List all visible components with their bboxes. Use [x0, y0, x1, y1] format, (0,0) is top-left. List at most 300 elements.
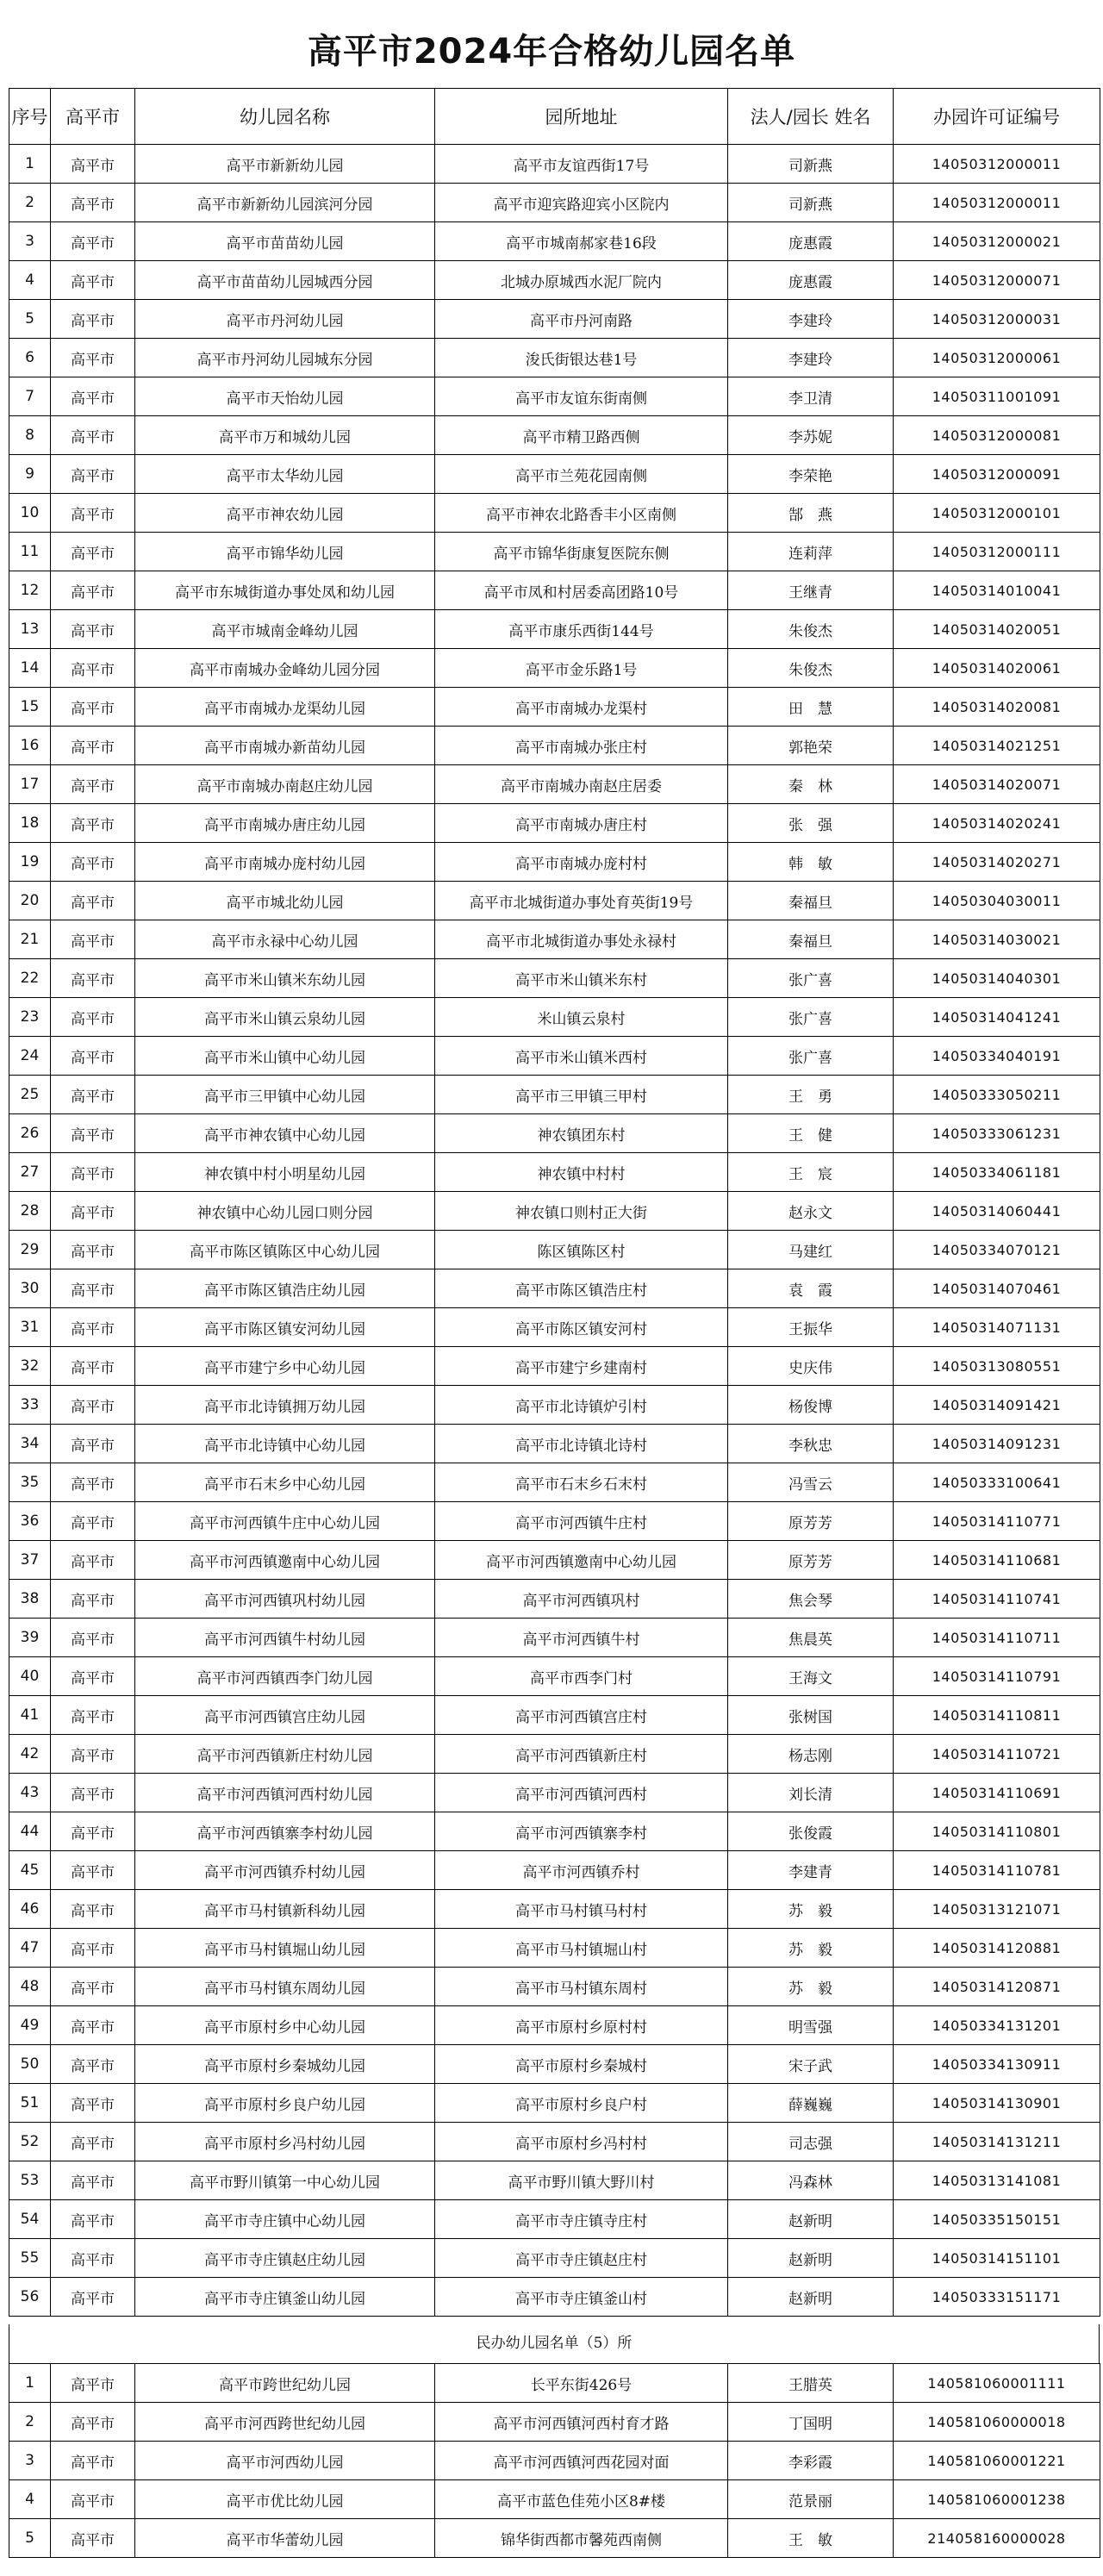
- kindergarten-address: 高平市康乐西街144号: [435, 610, 728, 649]
- table-row: [9, 610, 1100, 649]
- kindergarten-name: 高平市神农镇中心幼儿园: [135, 1114, 435, 1153]
- row-city: 高平市: [51, 610, 135, 649]
- row-city: 高平市: [51, 1386, 135, 1425]
- director-name: 田 慧: [728, 688, 894, 727]
- director-name: 王 健: [728, 1114, 894, 1153]
- license-number: 14050314110741: [894, 1580, 1100, 1619]
- row-city: 高平市: [51, 998, 135, 1037]
- kindergarten-address: 高平市河西镇宫庄村: [435, 1696, 728, 1735]
- license-number: 14050313121071: [894, 1890, 1100, 1929]
- row-number: 37: [9, 1541, 51, 1580]
- kindergarten-name: 高平市陈区镇安河幼儿园: [135, 1308, 435, 1347]
- table-row: [9, 804, 1100, 843]
- director-name: 张 强: [728, 804, 894, 843]
- license-number: 14050314131211: [894, 2123, 1100, 2161]
- row-city: 高平市: [51, 2364, 135, 2403]
- table-row: [9, 300, 1100, 339]
- page-title: 高平市2024年合格幼儿园名单: [307, 32, 796, 72]
- row-number: 42: [9, 1735, 51, 1774]
- table-row: [9, 1696, 1100, 1735]
- row-number: 30: [9, 1269, 51, 1308]
- kindergarten-name: 高平市马村镇堀山幼儿园: [135, 1929, 435, 1968]
- kindergarten-name: 高平市原村乡冯村幼儿园: [135, 2123, 435, 2161]
- row-number: 49: [9, 2006, 51, 2045]
- kindergarten-address: 高平市建宁乡建南村: [435, 1347, 728, 1386]
- row-city: 高平市: [51, 2480, 135, 2519]
- license-number: 140581060001111: [894, 2364, 1100, 2403]
- director-name: 刘长清: [728, 1774, 894, 1812]
- kindergarten-address: 高平市城南郝家巷16段: [435, 222, 728, 261]
- row-city: 高平市: [51, 804, 135, 843]
- row-number: 41: [9, 1696, 51, 1735]
- kindergarten-address: 高平市南城办南赵庄居委: [435, 765, 728, 804]
- table-row: [9, 1037, 1100, 1076]
- license-number: 14050312000011: [894, 184, 1100, 222]
- table-row: [9, 2084, 1100, 2123]
- kindergarten-name: 高平市城北幼儿园: [135, 882, 435, 920]
- header-city: 高平市: [51, 89, 135, 145]
- row-number: 36: [9, 1502, 51, 1541]
- kindergarten-address: 高平市迎宾路迎宾小区院内: [435, 184, 728, 222]
- header-address: 园所地址: [435, 89, 728, 145]
- table-row: [9, 1774, 1100, 1812]
- license-number: 14050314091231: [894, 1425, 1100, 1463]
- director-name: 李秋忠: [728, 1425, 894, 1463]
- row-city: 高平市: [51, 1269, 135, 1308]
- row-number: 16: [9, 727, 51, 765]
- director-name: 郜 燕: [728, 494, 894, 533]
- row-number: 50: [9, 2045, 51, 2084]
- table-row: [9, 1463, 1100, 1502]
- row-city: 高平市: [51, 1890, 135, 1929]
- kindergarten-address: 陈区镇陈区村: [435, 1231, 728, 1269]
- kindergarten-address: 高平市北城街道办事处育英街19号: [435, 882, 728, 920]
- table-row: [9, 1347, 1100, 1386]
- row-city: 高平市: [51, 1192, 135, 1231]
- table-row: [9, 649, 1100, 688]
- director-name: 郭艳荣: [728, 727, 894, 765]
- row-number: 44: [9, 1812, 51, 1851]
- table-row: [9, 1890, 1100, 1929]
- license-number: 14050314020241: [894, 804, 1100, 843]
- director-name: 王海文: [728, 1657, 894, 1696]
- row-city: 高平市: [51, 920, 135, 959]
- row-city: 高平市: [51, 1425, 135, 1463]
- kindergarten-address: 高平市河西镇乔村: [435, 1851, 728, 1890]
- license-number: 14050314020061: [894, 649, 1100, 688]
- director-name: 苏 毅: [728, 1890, 894, 1929]
- public-kindergarten-table: [9, 88, 1100, 2317]
- kindergarten-name: 高平市河西镇牛村幼儿园: [135, 1619, 435, 1657]
- director-name: 李苏妮: [728, 416, 894, 455]
- kindergarten-name: 高平市野川镇第一中心幼儿园: [135, 2161, 435, 2200]
- license-number: 14050311001091: [894, 377, 1100, 416]
- kindergarten-name: 高平市北诗镇拥万幼儿园: [135, 1386, 435, 1425]
- row-city: 高平市: [51, 649, 135, 688]
- license-number: 14050333100641: [894, 1463, 1100, 1502]
- table-row: [9, 1812, 1100, 1851]
- kindergarten-address: 高平市金乐路1号: [435, 649, 728, 688]
- license-number: 14050335150151: [894, 2200, 1100, 2239]
- director-name: 丁国明: [728, 2403, 894, 2442]
- director-name: 杨志刚: [728, 1735, 894, 1774]
- row-number: 7: [9, 377, 51, 416]
- director-name: 赵新明: [728, 2278, 894, 2317]
- license-number: 14050314070461: [894, 1269, 1100, 1308]
- director-name: 王 敏: [728, 2519, 894, 2558]
- row-city: 高平市: [51, 533, 135, 571]
- director-name: 李建玲: [728, 339, 894, 377]
- license-number: 14050314091421: [894, 1386, 1100, 1425]
- table-row: [9, 494, 1100, 533]
- row-city: 高平市: [51, 727, 135, 765]
- table-row: [9, 1657, 1100, 1696]
- table-header-row: [9, 89, 1100, 145]
- kindergarten-name: 高平市丹河幼儿园城东分园: [135, 339, 435, 377]
- license-number: 14050312000111: [894, 533, 1100, 571]
- table-row: [9, 998, 1100, 1037]
- table-row: [9, 2480, 1100, 2519]
- row-number: 11: [9, 533, 51, 571]
- table-row: [9, 416, 1100, 455]
- row-number: 2: [9, 2403, 51, 2442]
- kindergarten-address: 高平市米山镇米西村: [435, 1037, 728, 1076]
- kindergarten-name: 高平市锦华幼儿园: [135, 533, 435, 571]
- row-city: 高平市: [51, 1696, 135, 1735]
- row-city: 高平市: [51, 1657, 135, 1696]
- row-city: 高平市: [51, 1619, 135, 1657]
- row-number: 56: [9, 2278, 51, 2317]
- director-name: 范景丽: [728, 2480, 894, 2519]
- license-number: 14050314110691: [894, 1774, 1100, 1812]
- row-city: 高平市: [51, 416, 135, 455]
- kindergarten-name: 神农镇中村小明星幼儿园: [135, 1153, 435, 1192]
- license-number: 14050314120881: [894, 1929, 1100, 1968]
- table-row: [9, 1192, 1100, 1231]
- kindergarten-name: 高平市华蕾幼儿园: [135, 2519, 435, 2558]
- table-row: [9, 2161, 1100, 2200]
- kindergarten-address: 米山镇云泉村: [435, 998, 728, 1037]
- director-name: 韩 敏: [728, 843, 894, 882]
- table-row: [9, 1425, 1100, 1463]
- row-number: 39: [9, 1619, 51, 1657]
- row-city: 高平市: [51, 184, 135, 222]
- director-name: 王振华: [728, 1308, 894, 1347]
- license-number: 14050314110721: [894, 1735, 1100, 1774]
- kindergarten-name: 高平市河西幼儿园: [135, 2442, 435, 2480]
- license-number: 14050314110811: [894, 1696, 1100, 1735]
- row-number: 15: [9, 688, 51, 727]
- director-name: 杨俊博: [728, 1386, 894, 1425]
- row-city: 高平市: [51, 843, 135, 882]
- row-number: 38: [9, 1580, 51, 1619]
- row-city: 高平市: [51, 1580, 135, 1619]
- kindergarten-address: 高平市寺庄镇寺庄村: [435, 2200, 728, 2239]
- row-number: 14: [9, 649, 51, 688]
- header-director: 法人/园长 姓名: [728, 89, 894, 145]
- row-number: 53: [9, 2161, 51, 2200]
- license-number: 14050334061181: [894, 1153, 1100, 1192]
- license-number: 140581060001238: [894, 2480, 1100, 2519]
- kindergarten-address: 高平市河西镇河西村育才路: [435, 2403, 728, 2442]
- kindergarten-name: 高平市原村乡良户幼儿园: [135, 2084, 435, 2123]
- row-city: 高平市: [51, 2161, 135, 2200]
- license-number: 140581060000018: [894, 2403, 1100, 2442]
- row-number: 4: [9, 2480, 51, 2519]
- kindergarten-name: 高平市马村镇东周幼儿园: [135, 1968, 435, 2006]
- row-number: 34: [9, 1425, 51, 1463]
- kindergarten-name: 高平市马村镇新科幼儿园: [135, 1890, 435, 1929]
- director-name: 苏 毅: [728, 1929, 894, 1968]
- row-number: 26: [9, 1114, 51, 1153]
- row-city: 高平市: [51, 2045, 135, 2084]
- row-city: 高平市: [51, 2123, 135, 2161]
- table-row: [9, 184, 1100, 222]
- table-row: [9, 1153, 1100, 1192]
- row-city: 高平市: [51, 959, 135, 998]
- kindergarten-name: 高平市米山镇中心幼儿园: [135, 1037, 435, 1076]
- license-number: 14050333050211: [894, 1076, 1100, 1114]
- row-city: 高平市: [51, 1076, 135, 1114]
- kindergarten-address: 高平市友谊东街南侧: [435, 377, 728, 416]
- kindergarten-address: 高平市河西镇河西花园对面: [435, 2442, 728, 2480]
- table-row: [9, 377, 1100, 416]
- director-name: 张树国: [728, 1696, 894, 1735]
- license-number: 14050314040301: [894, 959, 1100, 998]
- table-row: [9, 688, 1100, 727]
- director-name: 张广喜: [728, 1037, 894, 1076]
- kindergarten-address: 高平市南城办唐庄村: [435, 804, 728, 843]
- kindergarten-name: 高平市苗苗幼儿园城西分园: [135, 261, 435, 300]
- license-number: 14050314021251: [894, 727, 1100, 765]
- row-city: 高平市: [51, 2239, 135, 2278]
- director-name: 王腊英: [728, 2364, 894, 2403]
- kindergarten-address: 高平市寺庄镇釜山村: [435, 2278, 728, 2317]
- row-number: 20: [9, 882, 51, 920]
- kindergarten-name: 高平市米山镇米东幼儿园: [135, 959, 435, 998]
- kindergarten-address: 高平市野川镇大野川村: [435, 2161, 728, 2200]
- row-number: 19: [9, 843, 51, 882]
- table-row: [9, 1076, 1100, 1114]
- table-row: [9, 2278, 1100, 2317]
- private-table-body: [9, 2364, 1100, 2558]
- kindergarten-address: 高平市兰苑花园南侧: [435, 455, 728, 494]
- kindergarten-address: 神农镇口则村正大街: [435, 1192, 728, 1231]
- row-city: 高平市: [51, 1812, 135, 1851]
- license-number: 14050314110791: [894, 1657, 1100, 1696]
- director-name: 司新燕: [728, 184, 894, 222]
- row-number: 5: [9, 2519, 51, 2558]
- row-city: 高平市: [51, 1153, 135, 1192]
- table-row: [9, 222, 1100, 261]
- row-number: 32: [9, 1347, 51, 1386]
- kindergarten-address: 高平市原村乡冯村村: [435, 2123, 728, 2161]
- kindergarten-name: 高平市河西镇乔村幼儿园: [135, 1851, 435, 1890]
- license-number: 14050333151171: [894, 2278, 1100, 2317]
- director-name: 张广喜: [728, 998, 894, 1037]
- kindergarten-name: 高平市河西镇牛庄中心幼儿园: [135, 1502, 435, 1541]
- row-number: 54: [9, 2200, 51, 2239]
- license-number: 14050314110711: [894, 1619, 1100, 1657]
- kindergarten-name: 高平市河西镇邀南中心幼儿园: [135, 1541, 435, 1580]
- kindergarten-name: 高平市天怡幼儿园: [135, 377, 435, 416]
- director-name: 司新燕: [728, 145, 894, 184]
- header-no: 序号: [9, 89, 51, 145]
- row-city: 高平市: [51, 2006, 135, 2045]
- row-number: 33: [9, 1386, 51, 1425]
- license-number: 214058160000028: [894, 2519, 1100, 2558]
- kindergarten-name: 高平市河西镇河西村幼儿园: [135, 1774, 435, 1812]
- director-name: 朱俊杰: [728, 649, 894, 688]
- license-number: 14050314020051: [894, 610, 1100, 649]
- license-number: 14050313080551: [894, 1347, 1100, 1386]
- kindergarten-name: 高平市建宁乡中心幼儿园: [135, 1347, 435, 1386]
- row-city: 高平市: [51, 2200, 135, 2239]
- kindergarten-address: 高平市马村镇东周村: [435, 1968, 728, 2006]
- kindergarten-name: 高平市北诗镇中心幼儿园: [135, 1425, 435, 1463]
- table-row: [9, 1968, 1100, 2006]
- row-city: 高平市: [51, 765, 135, 804]
- license-number: 14050314110781: [894, 1851, 1100, 1890]
- license-number: 14050314071131: [894, 1308, 1100, 1347]
- license-number: 14050312000071: [894, 261, 1100, 300]
- kindergarten-address: 高平市友谊西街17号: [435, 145, 728, 184]
- kindergarten-address: 高平市西李门村: [435, 1657, 728, 1696]
- director-name: 朱俊杰: [728, 610, 894, 649]
- row-number: 25: [9, 1076, 51, 1114]
- row-number: 18: [9, 804, 51, 843]
- row-number: 13: [9, 610, 51, 649]
- license-number: 14050314020271: [894, 843, 1100, 882]
- kindergarten-address: 高平市河西镇邀南中心幼儿园: [435, 1541, 728, 1580]
- kindergarten-address: 北城办原城西水泥厂院内: [435, 261, 728, 300]
- row-city: 高平市: [51, 1231, 135, 1269]
- director-name: 原芳芳: [728, 1541, 894, 1580]
- license-number: 14050312000031: [894, 300, 1100, 339]
- row-number: 23: [9, 998, 51, 1037]
- kindergarten-address: 高平市丹河南路: [435, 300, 728, 339]
- table-row: [9, 2442, 1100, 2480]
- kindergarten-name: 高平市新新幼儿园滨河分园: [135, 184, 435, 222]
- license-number: 14050312000081: [894, 416, 1100, 455]
- license-number: 14050312000101: [894, 494, 1100, 533]
- kindergarten-name: 高平市陈区镇浩庄幼儿园: [135, 1269, 435, 1308]
- kindergarten-name: 高平市优比幼儿园: [135, 2480, 435, 2519]
- director-name: 张俊霞: [728, 1812, 894, 1851]
- kindergarten-address: 高平市石末乡石末村: [435, 1463, 728, 1502]
- license-number: 14050334070121: [894, 1231, 1100, 1269]
- private-kindergarten-table: [9, 2363, 1100, 2558]
- row-number: 51: [9, 2084, 51, 2123]
- license-number: 14050314030021: [894, 920, 1100, 959]
- director-name: 史庆伟: [728, 1347, 894, 1386]
- row-number: 45: [9, 1851, 51, 1890]
- row-city: 高平市: [51, 1463, 135, 1502]
- row-city: 高平市: [51, 455, 135, 494]
- kindergarten-name: 高平市河西镇寨李村幼儿园: [135, 1812, 435, 1851]
- director-name: 庞惠霞: [728, 222, 894, 261]
- kindergarten-address: 高平市米山镇米东村: [435, 959, 728, 998]
- license-number: 14050304030011: [894, 882, 1100, 920]
- kindergarten-address: 高平市马村镇堀山村: [435, 1929, 728, 1968]
- license-number: 14050314151101: [894, 2239, 1100, 2278]
- row-city: 高平市: [51, 1774, 135, 1812]
- kindergarten-name: 高平市南城办庞村幼儿园: [135, 843, 435, 882]
- kindergarten-name: 高平市寺庄镇赵庄幼儿园: [135, 2239, 435, 2278]
- row-city: 高平市: [51, 300, 135, 339]
- director-name: 赵新明: [728, 2200, 894, 2239]
- license-number: 14050312000011: [894, 145, 1100, 184]
- kindergarten-address: 高平市河西镇巩村: [435, 1580, 728, 1619]
- row-city: 高平市: [51, 377, 135, 416]
- header-name: 幼儿园名称: [135, 89, 435, 145]
- kindergarten-name: 高平市南城办唐庄幼儿园: [135, 804, 435, 843]
- row-number: 17: [9, 765, 51, 804]
- row-city: 高平市: [51, 2403, 135, 2442]
- license-number: 14050314060441: [894, 1192, 1100, 1231]
- kindergarten-address: 高平市马村镇马村村: [435, 1890, 728, 1929]
- table-row: [9, 1231, 1100, 1269]
- row-city: 高平市: [51, 1851, 135, 1890]
- kindergarten-name: 神农镇中心幼儿园口则分园: [135, 1192, 435, 1231]
- kindergarten-address: 神农镇团东村: [435, 1114, 728, 1153]
- director-name: 秦福旦: [728, 882, 894, 920]
- director-name: 原芳芳: [728, 1502, 894, 1541]
- row-number: 28: [9, 1192, 51, 1231]
- license-number: 14050314110771: [894, 1502, 1100, 1541]
- license-number: 14050312000091: [894, 455, 1100, 494]
- kindergarten-address: 长平东街426号: [435, 2364, 728, 2403]
- kindergarten-name: 高平市河西镇巩村幼儿园: [135, 1580, 435, 1619]
- row-city: 高平市: [51, 494, 135, 533]
- row-number: 35: [9, 1463, 51, 1502]
- row-city: 高平市: [51, 339, 135, 377]
- kindergarten-address: 高平市河西镇牛庄村: [435, 1502, 728, 1541]
- table-row: [9, 2519, 1100, 2558]
- kindergarten-address: 高平市河西镇新庄村: [435, 1735, 728, 1774]
- director-name: 赵新明: [728, 2239, 894, 2278]
- kindergarten-address: 高平市南城办张庄村: [435, 727, 728, 765]
- kindergarten-name: 高平市石末乡中心幼儿园: [135, 1463, 435, 1502]
- director-name: 王 宸: [728, 1153, 894, 1192]
- director-name: 秦 林: [728, 765, 894, 804]
- director-name: 王继青: [728, 571, 894, 610]
- table-row: [9, 145, 1100, 184]
- table-row: [9, 1929, 1100, 1968]
- director-name: 王 勇: [728, 1076, 894, 1114]
- director-name: 马建红: [728, 1231, 894, 1269]
- table-row: [9, 727, 1100, 765]
- table-row: [9, 2006, 1100, 2045]
- table-row: [9, 2123, 1100, 2161]
- row-city: 高平市: [51, 1114, 135, 1153]
- kindergarten-address: 高平市凤和村居委高团路10号: [435, 571, 728, 610]
- license-number: 14050314010041: [894, 571, 1100, 610]
- license-number: 14050314020071: [894, 765, 1100, 804]
- row-city: 高平市: [51, 571, 135, 610]
- license-number: 14050313141081: [894, 2161, 1100, 2200]
- director-name: 李建青: [728, 1851, 894, 1890]
- row-number: 3: [9, 222, 51, 261]
- kindergarten-name: 高平市南城办龙渠幼儿园: [135, 688, 435, 727]
- kindergarten-address: 高平市陈区镇安河村: [435, 1308, 728, 1347]
- kindergarten-address: 高平市北诗镇北诗村: [435, 1425, 728, 1463]
- kindergarten-name: 高平市三甲镇中心幼儿园: [135, 1076, 435, 1114]
- license-number: 14050314120871: [894, 1968, 1100, 2006]
- license-number: 14050312000061: [894, 339, 1100, 377]
- kindergarten-address: 高平市寺庄镇赵庄村: [435, 2239, 728, 2278]
- table-row: [9, 1541, 1100, 1580]
